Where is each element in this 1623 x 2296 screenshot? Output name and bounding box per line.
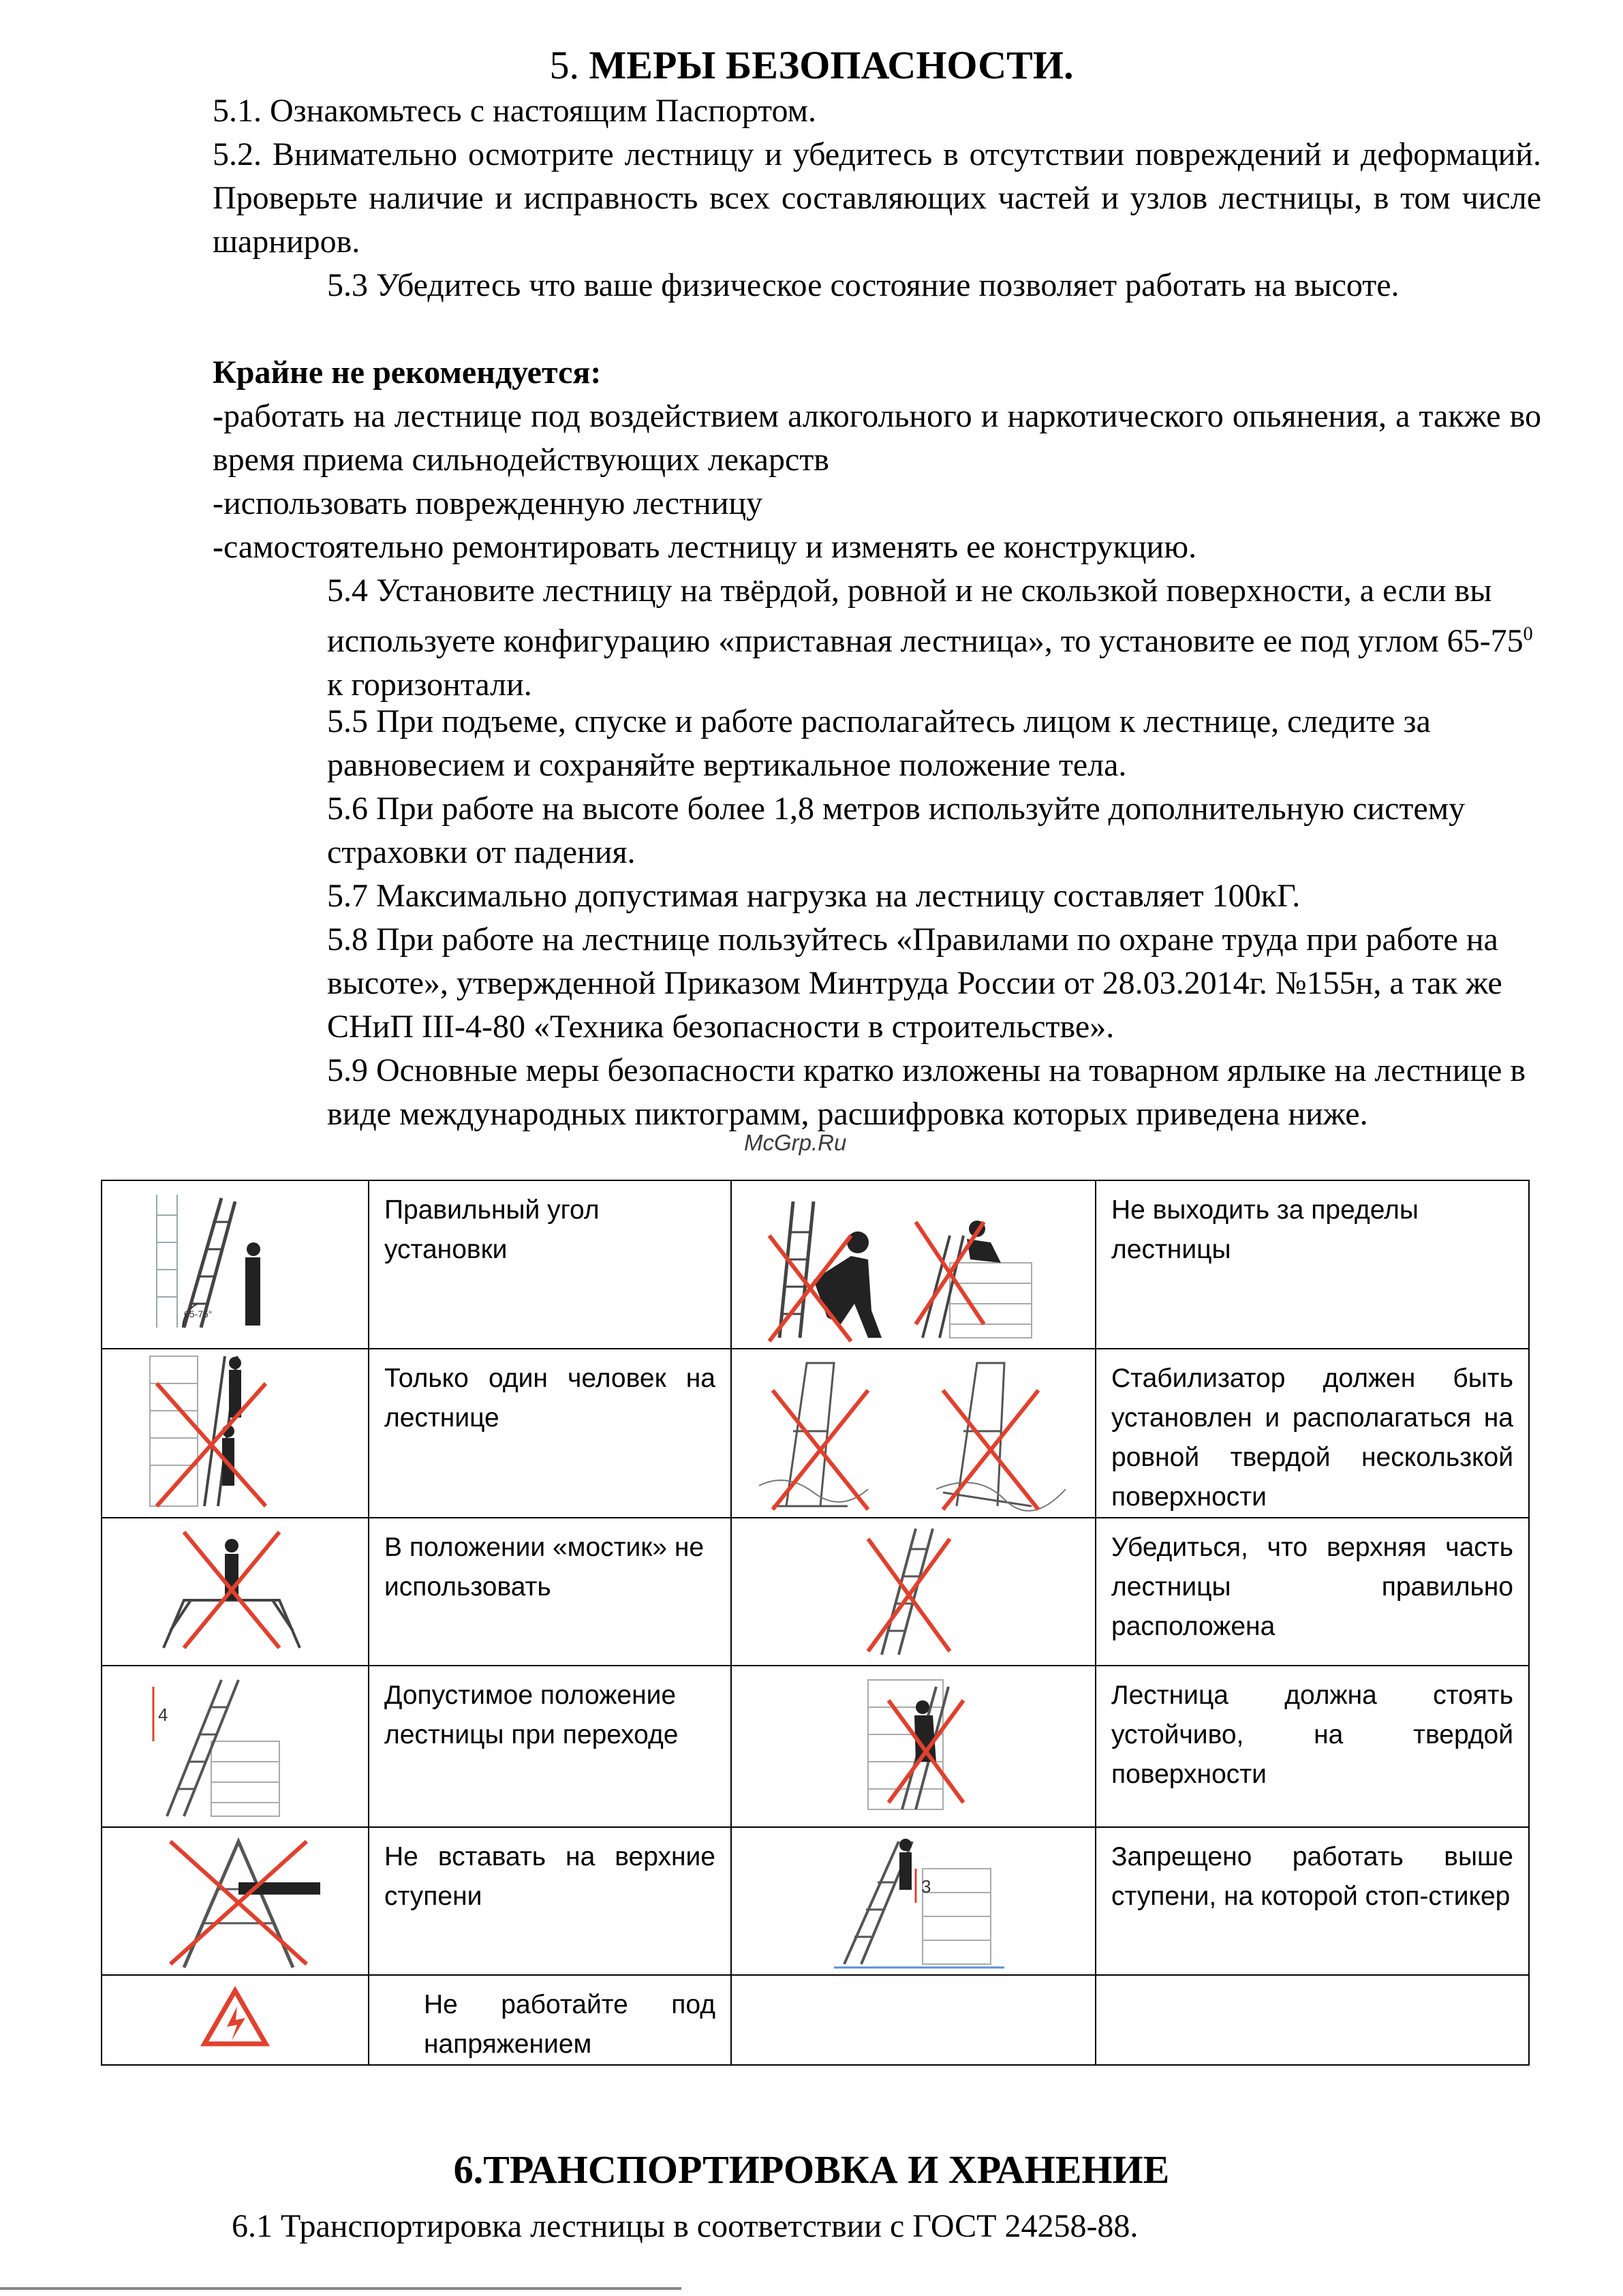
- pictogram-caption: Допустимое положение лестницы при переходе: [384, 1681, 679, 1749]
- watermark: McGrp.Ru: [744, 1130, 847, 1155]
- page-divider: [0, 2287, 681, 2290]
- pictogram-caption: Правильный угол установки: [384, 1195, 600, 1264]
- pictogram-table: [101, 1180, 1530, 2066]
- paragraph-5-8: 5.8 При работе на лестнице пользуйтесь «Правилами по охране труда при работе на высоте», утвержденной Приказом Минтруда России от 28.03.2014г. №155н, а так же СНиП III-4-80 «Техника безопасности в строительстве».: [327, 921, 1502, 1045]
- pictogram-caption: Лестница должна стоять устойчиво, на твердой поверхности: [1111, 1681, 1513, 1789]
- pictogram-caption: Не выходить за пределы лестницы: [1111, 1195, 1419, 1264]
- ladder-angle-icon: [102, 1181, 368, 1345]
- pictogram-stabilizer: [731, 1349, 1096, 1518]
- warning-item-3-text: самостоятельно ремонтировать лестницу и изменять ее конструкцию.: [223, 529, 1197, 565]
- transition-icon: [102, 1666, 368, 1823]
- section-6-title: 6.ТРАНСПОРТИРОВКА И ХРАНЕНИЕ: [453, 2147, 1170, 2192]
- empty-cell: [731, 1975, 1096, 2065]
- section-number: 5.: [549, 43, 580, 87]
- pictogram-caption: Запрещено работать выше ступени, на которой стоп-стикер: [1111, 1842, 1513, 1911]
- paragraph-5-7: 5.7 Максимально допустимая нагрузка на лестницу составляет 100кГ.: [327, 878, 1301, 914]
- paragraph-5-1: 5.1. Ознакомьтесь с настоящим Паспортом.: [213, 93, 816, 129]
- step-count-label: 4: [158, 1704, 168, 1725]
- overreach-icon: [732, 1181, 1095, 1345]
- paragraph-5-2: [213, 133, 1541, 264]
- warning-item-1: [213, 395, 1541, 482]
- paragraph-5-2-text: 5.2. Внимательно осмотрите лестницу и убедитесь в отсутствии повреждений и деформаций. Проверьте наличие и исправность всех составляющих частей и узлов лестницы, в том числе шарниров.: [213, 136, 1541, 260]
- pictogram-stop-sticker: [731, 1827, 1096, 1975]
- pictogram-caption: Только один человек на лестнице: [384, 1364, 715, 1433]
- pictogram-overreach: [731, 1180, 1096, 1349]
- pictogram-one-person: [102, 1349, 369, 1518]
- top-steps-icon: [102, 1828, 368, 1971]
- pictogram-caption: Не вставать на верхние ступени: [384, 1842, 715, 1911]
- table-row: [102, 1975, 1529, 2065]
- stabilizer-icon: [732, 1349, 1095, 1513]
- table-row: [102, 1349, 1529, 1518]
- table-row: [102, 1666, 1529, 1827]
- empty-cell: [1096, 1975, 1529, 2065]
- warning-title: Крайне не рекомендуется:: [213, 354, 602, 391]
- table-row: [102, 1518, 1529, 1666]
- degree-superscript: 0: [1523, 624, 1533, 645]
- section-title-text: МЕРЫ БЕЗОПАСНОСТИ.: [589, 43, 1074, 87]
- paragraph-5-4-text: 5.4 Установите лестницу на твёрдой, ровной и не скользкой поверхности, а если вы используете конфигурацию «приставная лестница», то установите ее под углом 65-75: [327, 572, 1524, 659]
- paragraph-5-6: 5.6 При работе на высоте более 1,8 метров используйте дополнительную систему страховки от падения.: [327, 791, 1466, 870]
- paragraph-5-4: [213, 569, 1540, 707]
- pictogram-bridge: [102, 1518, 369, 1666]
- warning-item-2: -использовать поврежденную лестницу: [213, 485, 763, 521]
- table-row: [102, 1180, 1529, 1349]
- stable-icon: [732, 1666, 1095, 1823]
- stop-sticker-icon: [732, 1828, 1095, 1971]
- pictogram-caption: В положении «мостик» не использовать: [384, 1533, 705, 1602]
- top-position-icon: [732, 1518, 1095, 1662]
- paragraph-5-5: 5.5 При подъеме, спуске и работе располагайтесь лицом к лестнице, следите за равновесием и сохраняйте вертикальное положение тела.: [327, 703, 1431, 783]
- angle-label: 65-75°: [184, 1308, 213, 1319]
- section-5-title: [0, 42, 1623, 88]
- paragraph-5-3: 5.3 Убедитесь что ваше физическое состояние позволяет работать на высоте.: [327, 267, 1400, 303]
- pictogram-correct-angle: [102, 1180, 369, 1349]
- high-voltage-icon: [102, 1976, 368, 2057]
- step-count-label: 3: [921, 1876, 931, 1897]
- pictogram-voltage: [102, 1975, 369, 2065]
- pictogram-top-steps: [102, 1827, 369, 1975]
- warning-dash: -: [213, 398, 223, 434]
- pictogram-transition: [102, 1666, 369, 1827]
- pictogram-stable: [731, 1666, 1096, 1827]
- paragraph-5-9: 5.9 Основные меры безопасности кратко изложены на товарном ярлыке на лестнице в виде международных пиктограмм, расшифровка которых приведена ниже.: [327, 1052, 1526, 1132]
- pictogram-caption: Убедиться, что верхняя часть лестницы правильно расположена: [1111, 1533, 1513, 1641]
- pictogram-caption: Не работайте под напряжением: [424, 1990, 715, 2059]
- warning-item-3: [213, 525, 1541, 569]
- table-row: [102, 1827, 1529, 1975]
- pictogram-top-position: [731, 1518, 1096, 1666]
- paragraph-5-4-tail: к горизонтали.: [327, 667, 532, 703]
- one-person-icon: [102, 1349, 368, 1513]
- bridge-position-icon: [102, 1518, 368, 1662]
- warning-dash: -: [213, 529, 223, 565]
- warning-item-1-text: работать на лестнице под воздействием алкогольного и наркотического опьянения, а также во время приема сильнодействующих лекарств: [213, 398, 1541, 478]
- paragraph-6-1: 6.1 Транспортировка лестницы в соответствии с ГОСТ 24258-88.: [232, 2208, 1139, 2244]
- pictogram-caption: Стабилизатор должен быть установлен и располагаться на ровной твердой нескользкой поверхности: [1111, 1364, 1513, 1512]
